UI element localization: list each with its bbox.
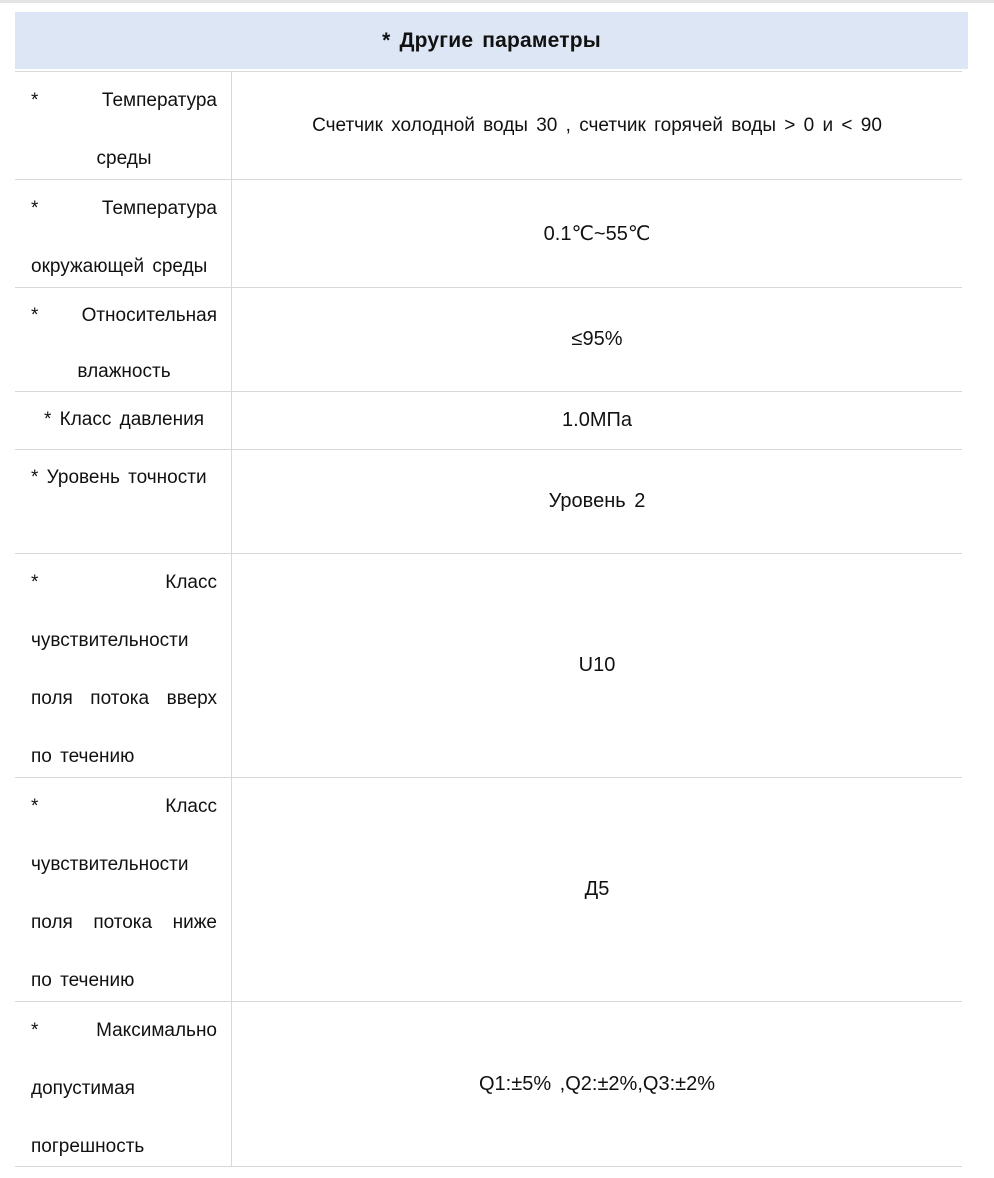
- table-title: * Другие параметры: [382, 28, 601, 52]
- top-border: [0, 0, 994, 3]
- row-label: * Класс чувствительности поля потока вверх по течению: [15, 554, 232, 777]
- row-label: * Класс давления: [15, 392, 232, 449]
- row-label: * Уровень точности: [15, 450, 232, 553]
- table-row: [15, 450, 962, 554]
- table-row: [15, 778, 962, 1002]
- row-value: Уровень 2: [548, 490, 646, 512]
- table-row: [15, 71, 962, 180]
- row-label: * Максимально допустимая погрешность: [15, 1002, 232, 1166]
- table-row: [15, 1002, 962, 1167]
- row-value: 0.1℃~55℃: [543, 223, 651, 245]
- row-label: * Температура среды: [15, 72, 232, 179]
- row-value: ≤95%: [571, 328, 623, 350]
- row-value: U10: [578, 654, 616, 676]
- table-row: [15, 554, 962, 778]
- row-label: * Относительная влажность: [15, 288, 232, 391]
- table-row: [15, 180, 962, 288]
- row-label: * Класс чувствительности поля потока ниже по течению: [15, 778, 232, 1001]
- row-value: Q1:±5% ,Q2:±2%,Q3:±2%: [478, 1072, 716, 1095]
- row-value: Д5: [584, 878, 610, 900]
- table-row: [15, 288, 962, 392]
- row-value: Счетчик холодной воды 30 , счетчик горячей воды > 0 и < 90: [312, 114, 882, 136]
- parameters-table: [15, 12, 968, 1167]
- row-label: * Температура окружающей среды: [15, 180, 232, 287]
- table-row: [15, 392, 962, 450]
- table-header: [15, 12, 968, 69]
- row-value: 1.0МПа: [562, 409, 632, 431]
